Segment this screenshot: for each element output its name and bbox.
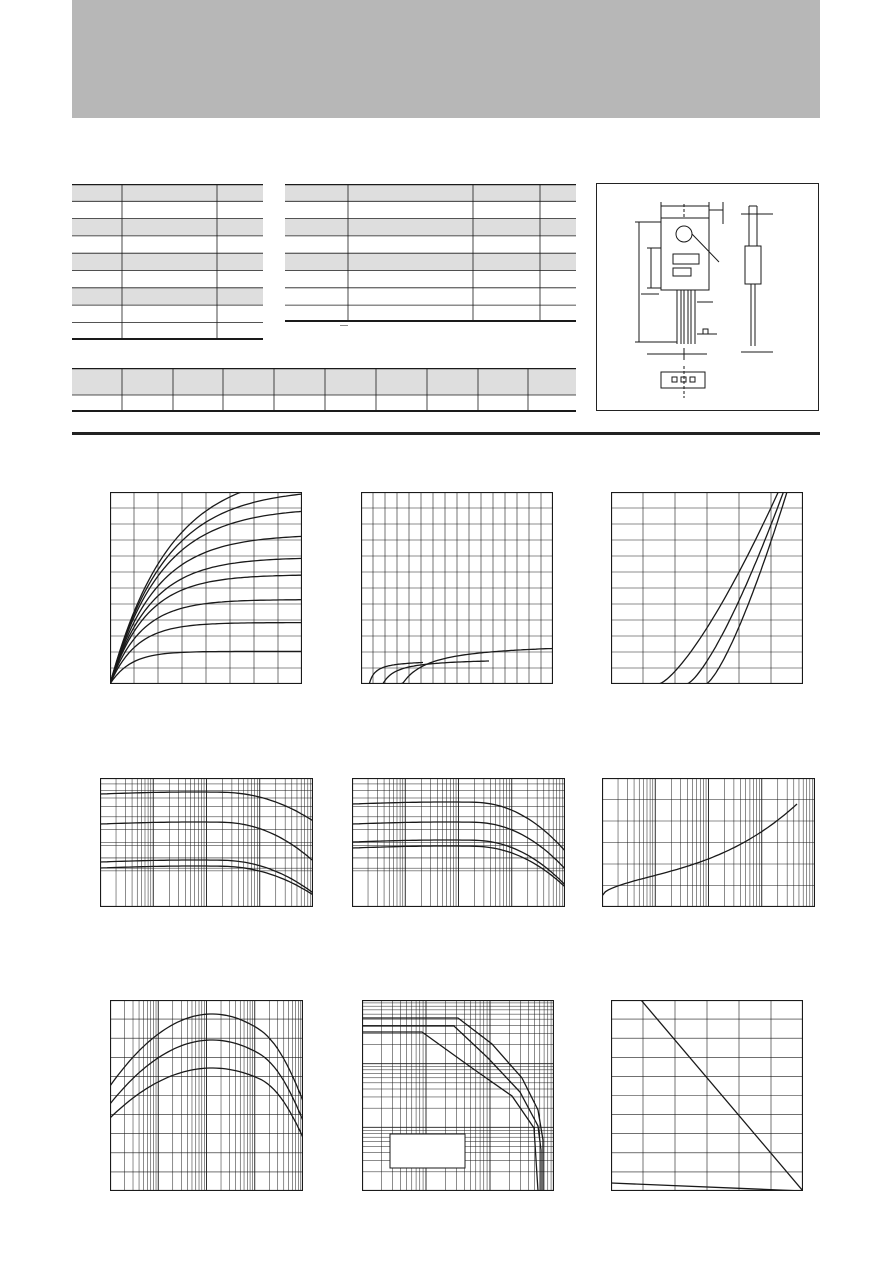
ratings-table	[72, 184, 263, 340]
chart-4	[100, 778, 313, 907]
chart-legend-box	[390, 1134, 465, 1168]
table-row-shade	[72, 288, 263, 305]
hyperbola-curve	[381, 649, 553, 685]
package-outline	[596, 183, 819, 411]
package-body-side	[745, 246, 761, 284]
hole-leader-line	[692, 234, 719, 262]
header-banner	[72, 0, 820, 118]
hyperbola-curve	[373, 661, 489, 684]
classification-table	[72, 368, 576, 413]
table-row-shade	[285, 184, 576, 201]
chart-9	[611, 1000, 803, 1191]
chart-3	[611, 492, 803, 684]
table-row-shade	[72, 219, 263, 236]
chart-1	[110, 492, 302, 684]
chart-7	[110, 1000, 303, 1191]
marking-area-top	[673, 254, 699, 264]
chart-6	[602, 778, 815, 907]
package-drawing	[597, 184, 818, 410]
classification-table-grid	[72, 368, 576, 413]
table-row-shade	[72, 253, 263, 270]
electrical-table-grid	[285, 184, 576, 326]
ratings-table-grid	[72, 184, 263, 340]
table-row-shade	[285, 219, 576, 236]
mounting-hole	[676, 226, 692, 242]
chart-8	[362, 1000, 554, 1191]
table-row-shade	[72, 368, 576, 395]
electrical-table	[285, 184, 576, 326]
rising-curve	[602, 804, 797, 896]
chart-2	[361, 492, 553, 684]
table-row-shade	[285, 253, 576, 270]
pin-view	[661, 372, 705, 388]
table-row-shade	[72, 184, 263, 201]
marking-area-bottom	[673, 268, 691, 276]
chart-5	[352, 778, 565, 907]
section-divider	[72, 432, 820, 435]
